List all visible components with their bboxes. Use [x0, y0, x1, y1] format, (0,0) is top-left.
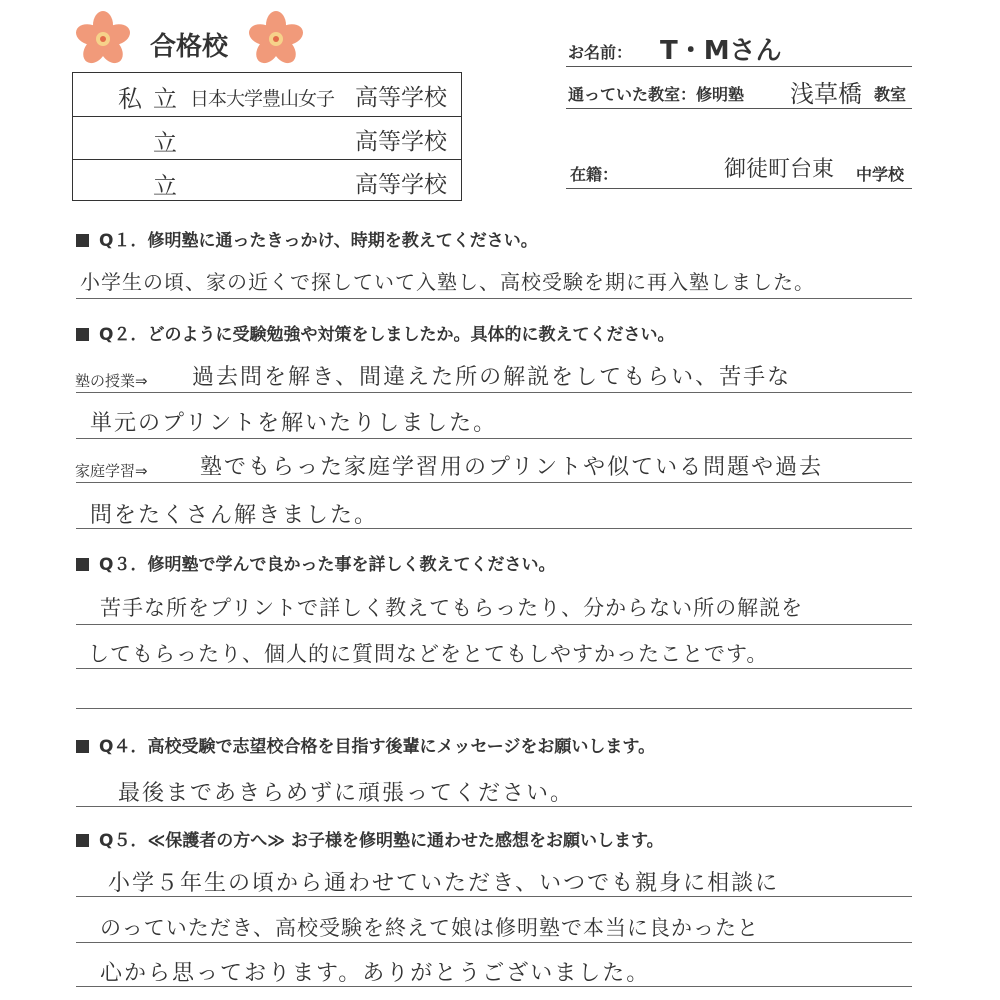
q3-answer-line: してもらったり、個人的に質問などをとてもしやすかったことです。	[88, 642, 769, 666]
school-name: 日本大学豊山女子	[190, 88, 335, 110]
answer-rule	[76, 482, 912, 483]
answer-rule	[76, 392, 912, 393]
cherry-blossom-icon	[73, 8, 133, 68]
school-row	[73, 159, 461, 202]
q5-answer-line: 小学５年生の頃から通わせていただき、いつでも親身に相談に	[108, 871, 780, 896]
q2-answer-line: 問をたくさん解きました。	[90, 503, 379, 528]
q5-answer-line: のっていただき、高校受験を終えて娘は修明塾で本当に良かったと	[100, 916, 759, 940]
square-bullet-icon	[76, 558, 89, 571]
q2-title	[76, 320, 674, 345]
square-bullet-icon	[76, 328, 89, 341]
name-underline	[566, 66, 912, 67]
answer-rule	[76, 438, 912, 439]
square-bullet-icon	[76, 234, 89, 247]
q1-answer-line: 小学生の頃、家の近くで探していて入塾し、高校受験を期に再入塾しました。	[80, 270, 815, 294]
q4-title-text: Q４．高校受験で志望校合格を目指す後輩にメッセージをお願いします。	[99, 737, 656, 757]
school-type-prefix: 私	[118, 85, 142, 113]
answer-rule	[76, 708, 912, 709]
school-type-suffix: 立	[153, 129, 177, 157]
answer-rule	[76, 986, 912, 987]
q5-title	[76, 826, 664, 851]
enrollment-label: 在籍：	[570, 165, 619, 184]
school-level: 高等学校	[355, 172, 447, 198]
q2-label-home: 家庭学習⇒	[75, 462, 148, 480]
q2-answer-line: 過去問を解き、間違えた所の解説をしてもらい、苦手な	[192, 365, 792, 390]
answer-rule	[76, 668, 912, 669]
school-type-suffix: 立	[153, 172, 177, 200]
classroom-value: 浅草橋	[790, 80, 862, 108]
q2-answer-line: 単元のプリントを解いたりしました。	[90, 411, 498, 436]
square-bullet-icon	[76, 740, 89, 753]
q3-answer-line: 苦手な所をプリントで詳しく教えてもらったり、分からない所の解説を	[100, 596, 804, 620]
school-row	[73, 116, 461, 159]
answer-rule	[76, 806, 912, 807]
enrollment-suffix: 中学校	[856, 165, 905, 184]
classroom-underline	[566, 108, 912, 109]
q2-answer-line: 塾でもらった家庭学習用のプリントや似ている問題や過去	[200, 455, 824, 480]
q4-title	[76, 732, 655, 757]
q1-title	[76, 226, 538, 251]
q5-title-text: Q５．≪保護者の方へ≫ お子様を修明塾に通わせた感想をお願いします。	[99, 831, 664, 851]
name-label: お名前：	[568, 43, 633, 62]
answer-rule	[76, 896, 912, 897]
q5-answer-line: 心から思っております。ありがとうございました。	[100, 961, 651, 986]
passed-schools-table	[72, 72, 462, 201]
square-bullet-icon	[76, 834, 89, 847]
name-value: T・Mさん	[660, 36, 782, 66]
enrollment-underline	[566, 188, 912, 189]
q2-label-class: 塾の授業⇒	[75, 372, 148, 390]
school-type-suffix: 立	[153, 85, 177, 113]
school-row	[73, 73, 461, 116]
q1-title-text: Q１．修明塾に通ったきっかけ、時期を教えてください。	[99, 231, 538, 251]
q2-title-text: Q２．どのように受験勉強や対策をしましたか。具体的に教えてください。	[99, 325, 675, 345]
cherry-blossom-icon	[246, 8, 306, 68]
q3-title	[76, 550, 555, 575]
classroom-suffix: 教室	[874, 85, 907, 104]
classroom-label: 通っていた教室：修明塾	[568, 85, 745, 104]
answer-rule	[76, 942, 912, 943]
answer-rule	[76, 298, 912, 299]
q3-title-text: Q３．修明塾で学んで良かった事を詳しく教えてください。	[99, 555, 556, 575]
answer-rule	[76, 624, 912, 625]
answer-rule	[76, 528, 912, 529]
page-title: 合格校	[150, 32, 229, 62]
q4-answer-line: 最後まであきらめずに頑張ってください。	[118, 781, 575, 806]
school-level: 高等学校	[355, 85, 447, 111]
enrollment-value: 御徒町台東	[724, 157, 835, 182]
school-level: 高等学校	[355, 129, 447, 155]
